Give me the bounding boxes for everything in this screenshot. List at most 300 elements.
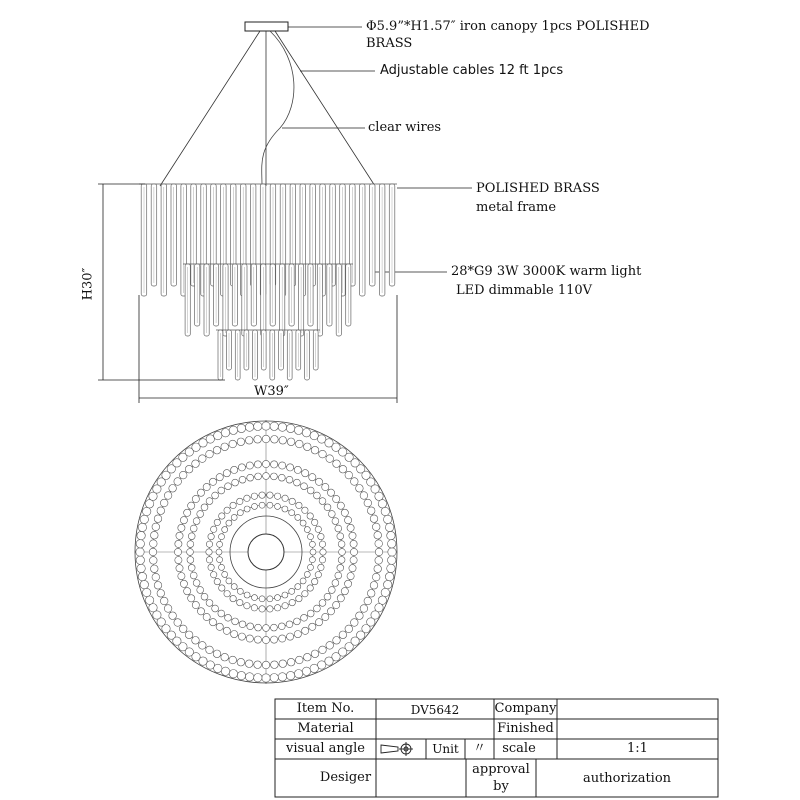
- crystal-bead: [212, 492, 219, 499]
- crystal-bead: [221, 429, 229, 437]
- crystal-bead: [219, 513, 225, 519]
- crystal-bead: [347, 524, 354, 531]
- crystal-bead: [225, 614, 232, 621]
- crystal-bead: [237, 658, 245, 666]
- designer-label: Desiger: [319, 770, 372, 785]
- crystal-bead: [271, 461, 278, 468]
- crystal-bead: [375, 557, 383, 565]
- crystal-bead: [208, 533, 214, 539]
- crystal-bead: [319, 600, 326, 607]
- crystal-bead: [381, 588, 389, 596]
- crystal-bead: [254, 436, 262, 444]
- crystal-bead: [289, 588, 295, 594]
- crystal-bead: [229, 440, 237, 448]
- crystal-bead: [219, 585, 225, 591]
- crystal-bead: [374, 565, 382, 573]
- crystal-bead: [145, 596, 153, 604]
- crystal-bead: [347, 573, 354, 580]
- crystal-bead: [199, 642, 207, 650]
- crystal-bead: [310, 431, 318, 439]
- crystal-bead: [164, 605, 172, 613]
- crystal-bead: [322, 613, 329, 620]
- crystal-bead: [326, 642, 334, 650]
- crystal-bead: [262, 636, 269, 643]
- crystal-bead: [282, 592, 288, 598]
- crystal-bead: [338, 557, 345, 564]
- crystal-bead: [230, 595, 236, 601]
- crystal-bead: [203, 613, 210, 620]
- crystal-bead: [223, 627, 230, 634]
- crystal-bead: [301, 483, 308, 490]
- crystal-bead: [337, 533, 344, 540]
- crystal-bead: [138, 523, 146, 531]
- crystal-bead: [351, 478, 359, 486]
- crystal-bead: [206, 600, 213, 607]
- crystal-bead: [151, 531, 159, 539]
- scale-label: scale: [502, 741, 536, 756]
- crystal-bead: [289, 599, 295, 605]
- crystal-bead: [152, 573, 160, 581]
- crystal-bead: [206, 450, 214, 458]
- crystal-bead: [267, 502, 273, 508]
- crystal-bead: [169, 612, 177, 620]
- crystal-bead: [345, 625, 353, 633]
- crystal-bead: [154, 515, 162, 523]
- crystal-bead: [178, 524, 185, 531]
- crystal-bead: [319, 450, 327, 458]
- crystal-bead: [231, 584, 237, 590]
- crystal-bead: [206, 557, 212, 563]
- unit-value: 〃: [472, 741, 486, 756]
- item-no-value: DV5642: [410, 703, 460, 717]
- crystal-bead: [319, 557, 325, 563]
- company-label: Company: [494, 701, 557, 716]
- crystal-bead: [209, 478, 216, 485]
- crystal-bead: [302, 627, 309, 634]
- finished-label: Finished: [497, 721, 554, 736]
- crystal-bead: [254, 661, 262, 669]
- crystal-bead: [328, 587, 335, 594]
- clear-wire: [262, 31, 294, 186]
- tier-3: [216, 330, 320, 380]
- crystal-bead: [174, 619, 182, 627]
- crystal-bead: [184, 509, 191, 516]
- crystal-bead: [275, 503, 281, 509]
- crystal-bead: [384, 515, 392, 523]
- crystal-bead: [311, 650, 319, 658]
- crystal-bead: [318, 661, 326, 669]
- crystal-bead: [197, 511, 204, 518]
- crystal-bead: [388, 540, 396, 548]
- crystal-bead: [274, 493, 280, 499]
- crystal-bead: [302, 667, 310, 675]
- crystal-bead: [245, 423, 253, 431]
- visual-angle-label: visual angle: [286, 741, 365, 756]
- crystal-bead: [214, 578, 220, 584]
- tier-2: [183, 264, 353, 336]
- crystal-bead: [267, 492, 273, 498]
- center-hub: [248, 534, 284, 570]
- crystal-bead: [350, 548, 357, 555]
- crystal-bead: [375, 548, 383, 556]
- crystal-bead: [216, 549, 222, 555]
- crystal-bead: [337, 595, 344, 602]
- crystal-bead: [367, 590, 375, 598]
- crystal-bead: [259, 492, 265, 498]
- crystal-bead: [214, 431, 222, 439]
- crystal-bead: [345, 471, 353, 479]
- crystal-bead: [302, 470, 309, 477]
- cable-right: [275, 31, 375, 186]
- crystal-bead: [385, 572, 393, 580]
- crystal-bead: [307, 513, 313, 519]
- crystal-bead: [351, 619, 359, 627]
- crystal-bead: [252, 503, 258, 509]
- crystal-bead: [238, 464, 245, 471]
- crystal-bead: [375, 540, 383, 548]
- crystal-bead: [282, 506, 288, 512]
- crystal-bead: [287, 658, 295, 666]
- crystal-bead: [335, 572, 342, 579]
- crystal-bead: [255, 624, 262, 631]
- crystal-bead: [267, 596, 273, 602]
- crystal-bead: [364, 597, 372, 605]
- crystal-bead: [301, 614, 308, 621]
- crystal-bead: [350, 557, 357, 564]
- crystal-bead: [231, 514, 237, 520]
- crystal-bead: [213, 650, 221, 658]
- crystal-bead: [315, 526, 321, 532]
- crystal-bead: [224, 591, 230, 597]
- crystal-bead: [237, 671, 245, 679]
- crystal-bead: [295, 514, 301, 520]
- crystal-bead: [150, 540, 158, 548]
- crystal-bead: [254, 674, 262, 682]
- crystal-bead: [176, 532, 183, 539]
- crystal-bead: [149, 604, 157, 612]
- crystal-bead: [294, 618, 301, 625]
- crystal-bead: [310, 549, 316, 555]
- crystal-bead: [275, 595, 281, 601]
- crystal-bead: [214, 519, 220, 525]
- crystal-bead: [309, 474, 316, 481]
- crystal-bead: [333, 460, 341, 468]
- crystal-bead: [178, 573, 185, 580]
- crystal-bead: [287, 633, 294, 640]
- crystal-bead: [345, 517, 352, 524]
- crystal-bead: [214, 664, 222, 672]
- crystal-bead: [360, 492, 368, 500]
- crystal-bead: [245, 660, 253, 668]
- crystal-bead: [262, 661, 270, 669]
- crystal-bead: [237, 588, 243, 594]
- crystal-bead: [356, 612, 364, 620]
- crystal-bead: [374, 531, 382, 539]
- crystal-bead: [381, 507, 389, 515]
- crystal-bead: [206, 541, 212, 547]
- crystal-bead: [327, 489, 334, 496]
- height-dimension-label: H30″: [80, 267, 96, 301]
- crystal-bead: [137, 531, 145, 539]
- crystal-bead: [143, 507, 151, 515]
- crystal-bead: [185, 631, 193, 639]
- crystal-bead: [237, 510, 243, 516]
- crystal-bead: [245, 673, 253, 681]
- crystal-bead: [337, 502, 344, 509]
- crystal-bead: [308, 534, 314, 540]
- crystal-bead: [231, 631, 238, 638]
- crystal-bead: [282, 603, 288, 609]
- crystal-bead: [152, 523, 160, 531]
- crystal-bead: [203, 483, 210, 490]
- crystal-bead: [294, 631, 301, 638]
- crystal-bead: [190, 525, 197, 532]
- crystal-bead: [206, 646, 214, 654]
- crystal-bead: [246, 462, 253, 469]
- crystal-bead: [328, 511, 335, 518]
- crystal-bead: [225, 483, 232, 490]
- crystal-bead: [375, 492, 383, 500]
- crystal-bead: [279, 660, 287, 668]
- crystal-bead: [322, 483, 329, 490]
- crystal-bead: [286, 671, 294, 679]
- crystal-bead: [206, 549, 212, 555]
- crystal-bead: [251, 493, 257, 499]
- crystal-bead: [310, 664, 318, 672]
- crystal-bead: [254, 636, 261, 643]
- unit-label: Unit: [432, 742, 459, 756]
- crystal-bead: [174, 548, 181, 555]
- crystal-bead: [314, 492, 321, 499]
- crystal-bead: [385, 523, 393, 531]
- crystal-bead: [324, 504, 331, 511]
- crystal-bead: [270, 674, 278, 682]
- crystal-bead: [149, 548, 157, 556]
- crystal-bead: [185, 465, 193, 473]
- crystal-bead: [312, 519, 318, 525]
- crystal-bead: [157, 590, 165, 598]
- crystal-bead: [221, 667, 229, 675]
- crystal-bead: [192, 460, 200, 468]
- crystal-bead: [221, 653, 229, 661]
- crystal-bead: [169, 485, 177, 493]
- crystal-bead: [262, 422, 270, 430]
- crystal-tiers: [139, 184, 397, 380]
- crystal-bead: [263, 625, 270, 632]
- crystal-bead: [388, 556, 396, 564]
- authorization-label: authorization: [582, 771, 672, 786]
- crystal-bead: [271, 473, 278, 480]
- crystal-bead: [286, 424, 294, 432]
- wires-label: clear wires: [368, 120, 442, 135]
- crystal-bead: [319, 541, 325, 547]
- crystal-bead: [315, 619, 322, 626]
- crystal-bead: [278, 673, 286, 681]
- crystal-bead: [262, 435, 270, 443]
- crystal-bead: [201, 504, 208, 511]
- crystal-bead: [218, 610, 225, 617]
- crystal-bead: [319, 498, 326, 505]
- crystal-bead: [232, 618, 239, 625]
- crystal-bead: [190, 572, 197, 579]
- crystal-bead: [387, 531, 395, 539]
- crystal-bead: [333, 601, 340, 608]
- crystal-bead: [137, 564, 145, 572]
- item-no-label: Item No.: [296, 701, 355, 716]
- visual-angle-symbol: [381, 742, 413, 756]
- crystal-bead: [370, 515, 378, 523]
- crystal-bead: [259, 502, 265, 508]
- crystal-bead: [332, 518, 339, 525]
- crystal-bead: [318, 533, 324, 539]
- crystal-bead: [217, 557, 223, 563]
- crystal-bead: [271, 636, 278, 643]
- crystal-bead: [294, 670, 302, 678]
- crystal-bead: [333, 495, 340, 502]
- crystal-bead: [244, 603, 250, 609]
- canopy-label-line2: BRASS: [366, 36, 413, 51]
- crystal-bead: [184, 588, 191, 595]
- cable-left: [160, 31, 260, 186]
- crystal-bead: [300, 578, 306, 584]
- crystal-bead: [304, 571, 310, 577]
- crystal-bead: [218, 487, 225, 494]
- crystal-bead: [337, 564, 344, 571]
- crystal-bead: [213, 446, 221, 454]
- crystal-bead: [247, 623, 254, 630]
- crystal-bead: [286, 621, 293, 628]
- crystal-bead: [296, 502, 302, 508]
- crystal-bead: [157, 507, 165, 515]
- crystal-bead: [279, 462, 286, 469]
- crystal-bead: [244, 592, 250, 598]
- crystal-bead: [136, 548, 144, 556]
- crystal-bead: [259, 606, 265, 612]
- tier-1: [139, 184, 397, 296]
- crystal-bead: [201, 593, 208, 600]
- crystal-bead: [237, 438, 245, 446]
- crystal-bead: [252, 595, 258, 601]
- crystal-bead: [145, 500, 153, 508]
- crystal-bead: [247, 474, 254, 481]
- crystal-bead: [296, 440, 304, 448]
- crystal-bead: [244, 506, 250, 512]
- crystal-bead: [364, 499, 372, 507]
- plan-view: [135, 420, 397, 684]
- crystal-bead: [222, 527, 228, 533]
- crystal-bead: [188, 502, 195, 509]
- crystal-bead: [138, 572, 146, 580]
- crystal-bead: [192, 495, 199, 502]
- crystal-bead: [286, 476, 293, 483]
- crystal-bead: [259, 596, 265, 602]
- crystal-bead: [271, 624, 278, 631]
- crystal-bead: [199, 455, 207, 463]
- crystal-bead: [333, 637, 341, 645]
- crystal-bead: [312, 578, 318, 584]
- crystal-bead: [232, 479, 239, 486]
- crystal-bead: [372, 573, 380, 581]
- crystal-bead: [216, 474, 223, 481]
- crystal-bead: [226, 520, 232, 526]
- crystal-bead: [304, 653, 312, 661]
- crystal-bead: [341, 509, 348, 516]
- crystal-bead: [387, 564, 395, 572]
- crystal-bead: [388, 548, 396, 556]
- crystal-bead: [320, 549, 326, 555]
- approval-label-line1: approval: [472, 762, 530, 777]
- crystal-bead: [307, 610, 314, 617]
- crystal-bead: [217, 541, 223, 547]
- crystal-bead: [345, 580, 352, 587]
- crystal-bead: [304, 527, 310, 533]
- crystal-bead: [302, 591, 308, 597]
- cables-label: Adjustable cables 12 ft 1pcs: [380, 63, 564, 78]
- crystal-bead: [193, 518, 200, 525]
- width-dimension-label: W39″: [254, 384, 289, 399]
- crystal-bead: [187, 557, 194, 564]
- crystal-bead: [294, 466, 301, 473]
- crystal-bead: [309, 623, 316, 630]
- crystal-bead: [287, 438, 295, 446]
- crystal-bead: [254, 422, 262, 430]
- crystal-bead: [188, 533, 195, 540]
- crystal-bead: [302, 429, 310, 437]
- crystal-bead: [176, 565, 183, 572]
- crystal-bead: [349, 565, 356, 572]
- crystal-bead: [370, 582, 378, 590]
- crystal-bead: [160, 597, 168, 605]
- crystal-bead: [180, 580, 187, 587]
- crystal-bead: [179, 625, 187, 633]
- crystal-bead: [314, 605, 321, 612]
- crystal-bead: [339, 465, 347, 473]
- crystal-bead: [174, 478, 182, 486]
- crystal-bead: [219, 564, 225, 570]
- crystal-bead: [175, 540, 182, 547]
- crystal-bead: [164, 492, 172, 500]
- crystal-bead: [188, 564, 195, 571]
- approval-label-line2: by: [493, 779, 509, 794]
- crystal-bead: [223, 470, 230, 477]
- crystal-bead: [140, 515, 148, 523]
- crystal-bead: [150, 557, 158, 565]
- material-label: Material: [297, 721, 354, 736]
- crystal-bead: [278, 474, 285, 481]
- crystal-bead: [238, 633, 245, 640]
- crystal-bead: [222, 571, 228, 577]
- crystal-bead: [296, 656, 304, 664]
- crystal-bead: [262, 460, 269, 467]
- crystal-bead: [239, 476, 246, 483]
- crystal-bead: [339, 549, 346, 556]
- crystal-bead: [246, 635, 253, 642]
- canopy-label-line1: Φ5.9”*H1.57″ iron canopy 1pcs POLISHED: [366, 19, 650, 34]
- frame-label-line2: metal frame: [476, 200, 557, 215]
- crystal-bead: [267, 606, 273, 612]
- crystal-bead: [300, 520, 306, 526]
- crystal-bead: [229, 426, 237, 434]
- scale-value: 1:1: [627, 741, 648, 756]
- crystal-bead: [319, 646, 327, 654]
- crystal-bead: [315, 478, 322, 485]
- crystal-bead: [230, 502, 236, 508]
- crystal-bead: [192, 637, 200, 645]
- crystal-bead: [197, 489, 204, 496]
- crystal-bead: [372, 523, 380, 531]
- crystal-bead: [175, 557, 182, 564]
- crystal-bead: [270, 422, 278, 430]
